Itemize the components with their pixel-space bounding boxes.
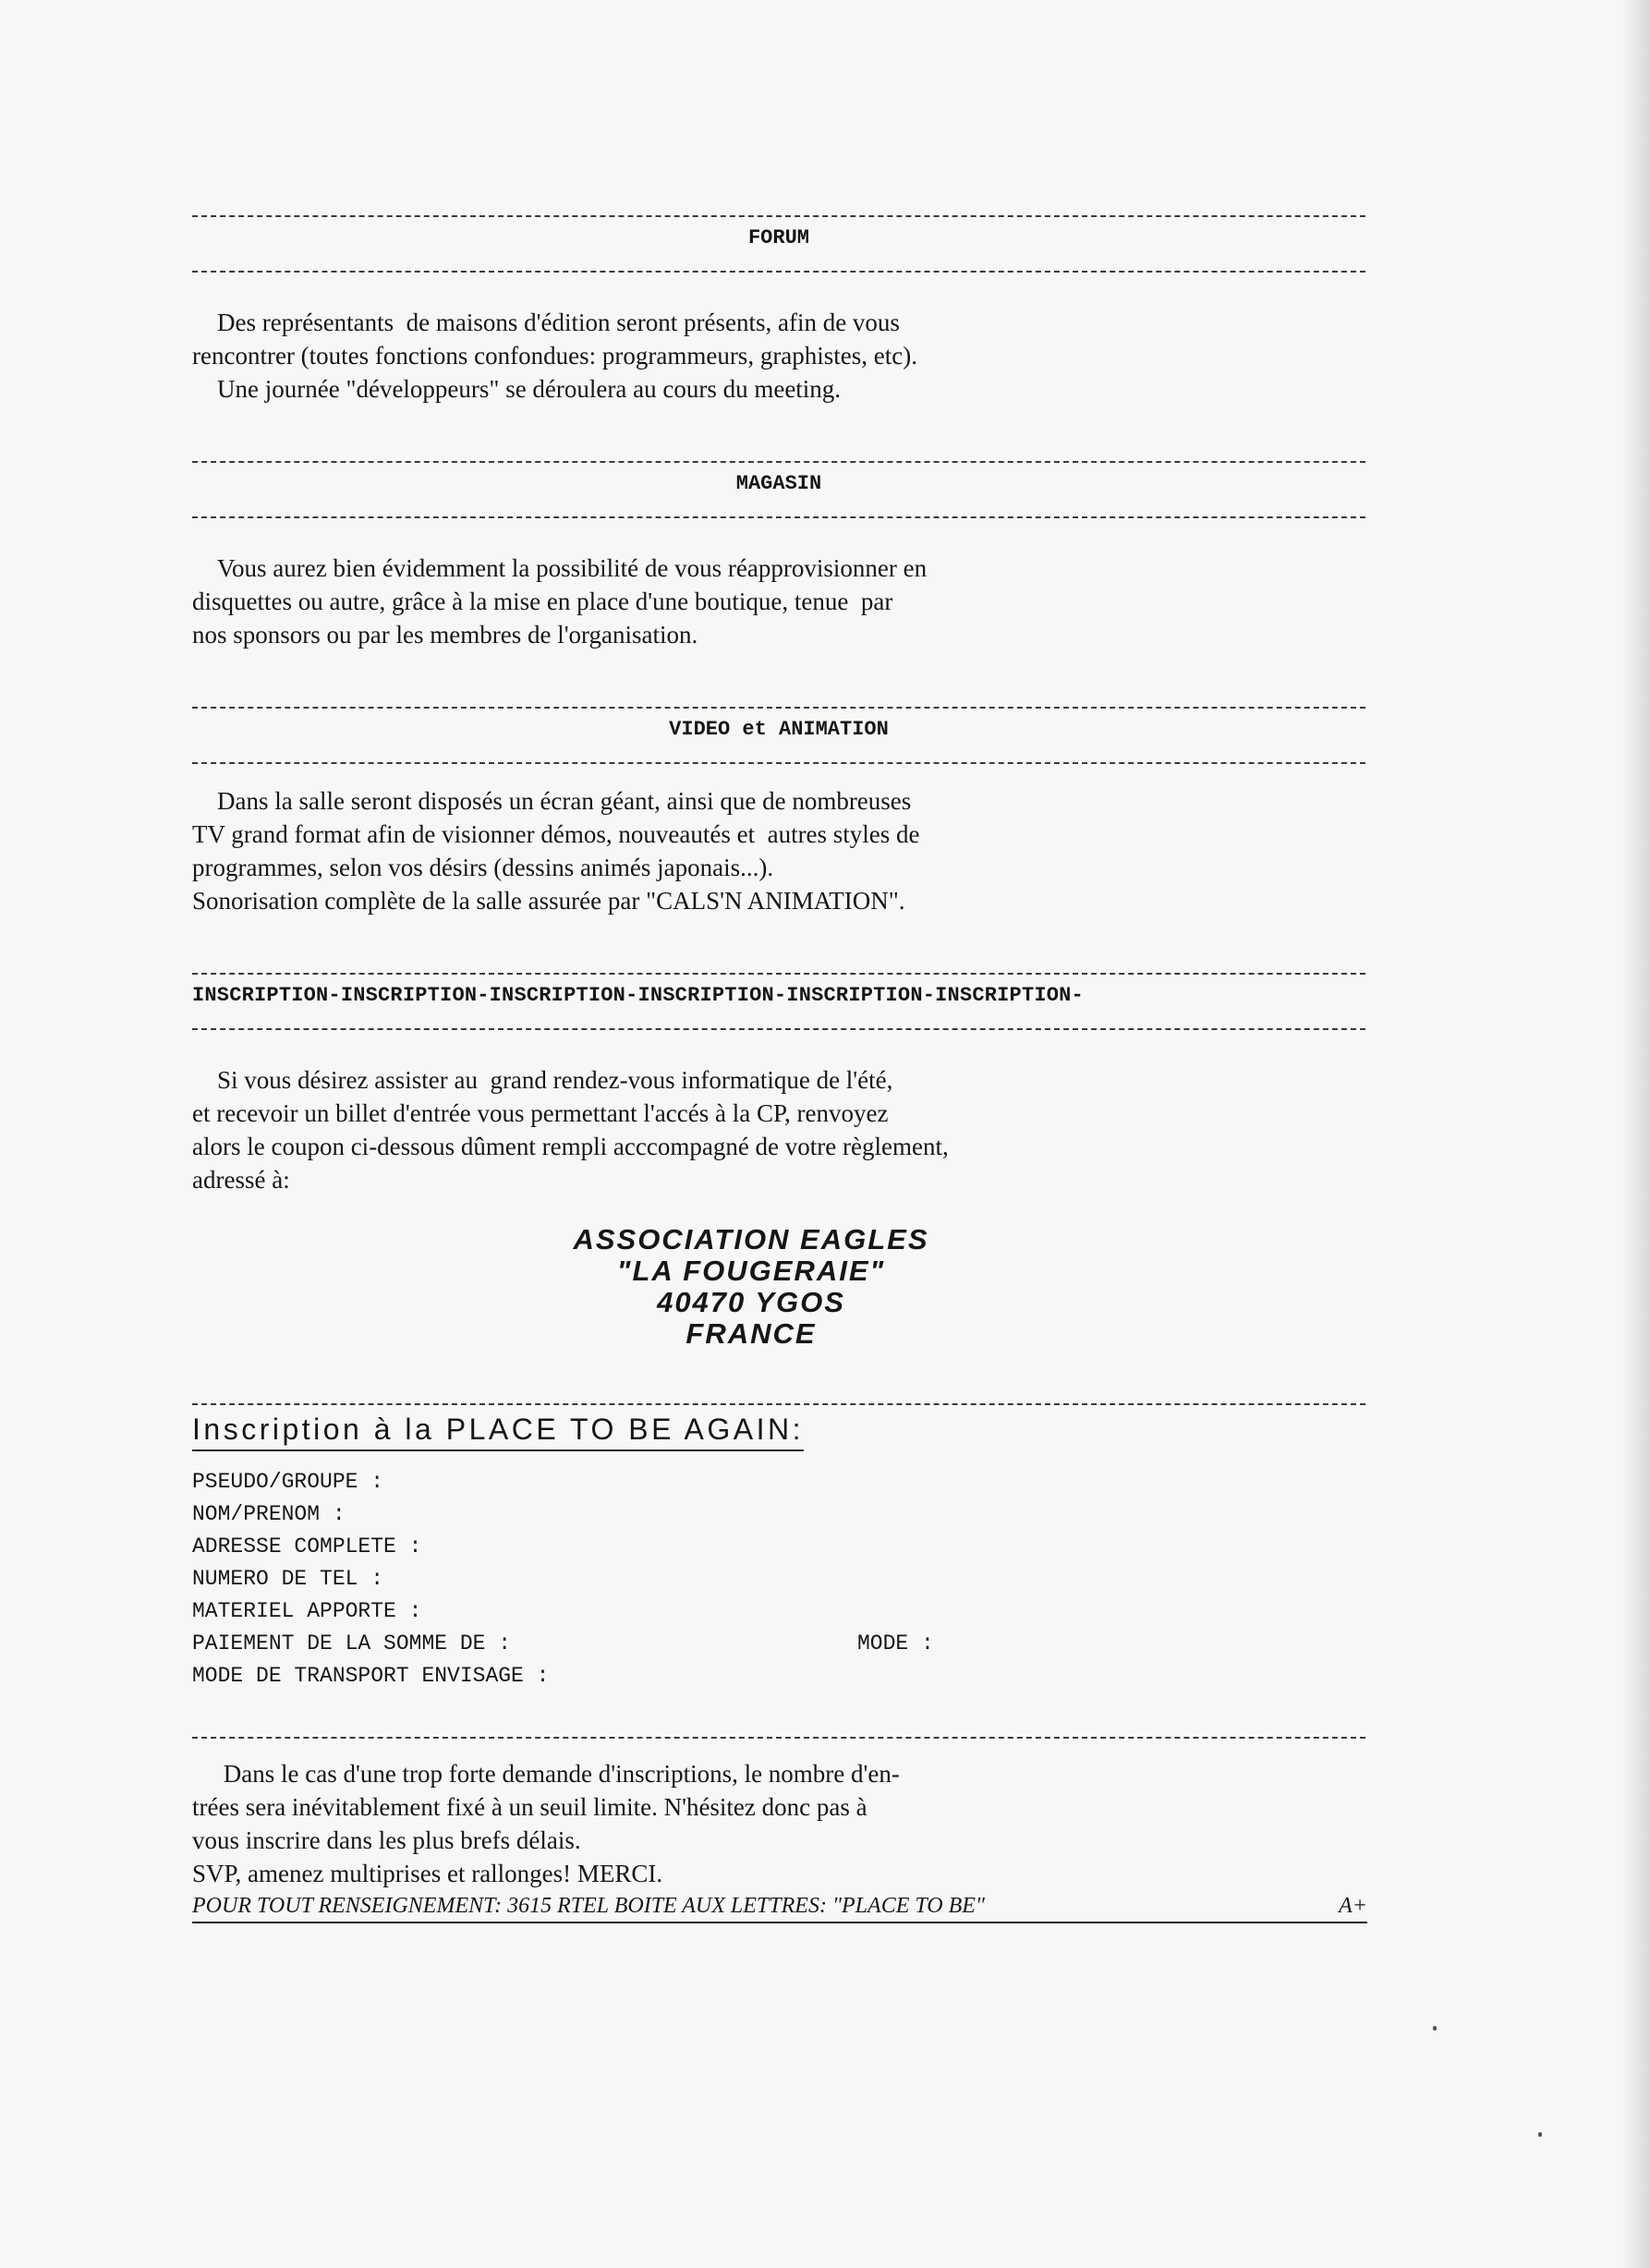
divider <box>192 1726 1365 1739</box>
footer-text: POUR TOUT RENSEIGNEMENT: 3615 RTEL BOITE AUX LETTRES: "PLACE TO BE" <box>192 1894 985 1918</box>
field-pseudo[interactable] <box>192 1466 1365 1498</box>
footer-grade: A+ <box>1339 1894 1367 1918</box>
field-label-mode: MODE : <box>857 1631 934 1656</box>
divider <box>192 450 1365 463</box>
divider <box>192 1017 1365 1030</box>
registration-form <box>192 1466 1365 1692</box>
divider <box>192 962 1365 975</box>
section-title-magasin: MAGASIN <box>735 472 822 495</box>
address-line-association: ASSOCIATION EAGLES <box>573 1223 929 1255</box>
address-line-city: 40470 YGOS <box>657 1286 845 1318</box>
field-tel[interactable] <box>192 1563 1365 1595</box>
section-body-magasin: Vous aurez bien évidemment la possibilité de vous réapprovisionner en disquettes ou autre, grâce à la mise en place d'une boutique, tenue par nos sponsors ou par les membres de l'organisation. <box>192 554 928 649</box>
divider <box>192 1392 1365 1405</box>
section-title-video: VIDEO et ANIMATION <box>669 718 889 741</box>
divider <box>192 505 1365 518</box>
field-label: ADRESSE COMPLETE : <box>192 1534 422 1558</box>
section-title-forum: FORUM <box>747 226 809 249</box>
footer-info <box>192 1890 1367 1923</box>
address-line-country: FRANCE <box>685 1317 817 1350</box>
field-label: MATERIEL APPORTE : <box>192 1599 422 1623</box>
speck <box>1433 2026 1437 2031</box>
field-label: PAIEMENT DE LA SOMME DE : <box>192 1631 512 1656</box>
divider <box>192 696 1365 709</box>
field-label: NUMERO DE TEL : <box>192 1567 384 1591</box>
divider <box>192 204 1365 217</box>
divider <box>192 260 1365 273</box>
field-label: MODE DE TRANSPORT ENVISAGE : <box>192 1664 550 1688</box>
form-title: Inscription à la PLACE TO BE AGAIN: <box>192 1411 804 1451</box>
divider <box>192 751 1365 764</box>
address-line-fougeraie: "LA FOUGERAIE" <box>616 1255 886 1287</box>
field-label: NOM/PRENOM : <box>192 1502 346 1526</box>
field-adresse[interactable] <box>192 1531 1365 1563</box>
inscription-body: Si vous désirez assister au grand rendez-vous informatique de l'été, et recevoir un billet d'entrée vous permettant l'accés à la CP, renvoyez alors le coupon ci-dessous dûment rempli acccompagné de votre règlement, adressé à: <box>192 1066 949 1194</box>
inscription-banner: INSCRIPTION-INSCRIPTION-INSCRIPTION-INSCRIPTION-INSCRIPTION-INSCRIPTION- <box>192 984 1084 1007</box>
field-materiel[interactable] <box>192 1595 1365 1628</box>
speck <box>1538 2132 1542 2137</box>
section-body-forum: Des représentants de maisons d'édition seront présents, afin de vous rencontrer (toutes fonctions confondues: programmeurs, graphistes, etc). Une journée "développeurs" se déroulera au cours du meeting. <box>192 309 918 403</box>
address-block <box>137 1224 1365 1350</box>
capacity-note: Dans le cas d'une trop forte demande d'inscriptions, le nombre d'en- trées sera inévitablement fixé à un seuil limite. N'hésitez donc pas à vous inscrire dans les plus brefs délais. SVP, amenez multiprises et rallonges! MERCI. <box>192 1760 900 1887</box>
section-body-video: Dans la salle seront disposés un écran géant, ainsi que de nombreuses TV grand format afin de visionner démos, nouveautés et autres styles de programmes, selon vos désirs (dessins animés japonais...). Sonorisation complète de la salle assurée par "CALS'N ANIMATION". <box>192 787 920 915</box>
field-nom[interactable] <box>192 1498 1365 1531</box>
document-content <box>192 199 1365 1923</box>
field-label: PSEUDO/GROUPE : <box>192 1470 384 1494</box>
field-transport[interactable] <box>192 1660 1365 1692</box>
field-paiement[interactable] <box>192 1628 1365 1660</box>
